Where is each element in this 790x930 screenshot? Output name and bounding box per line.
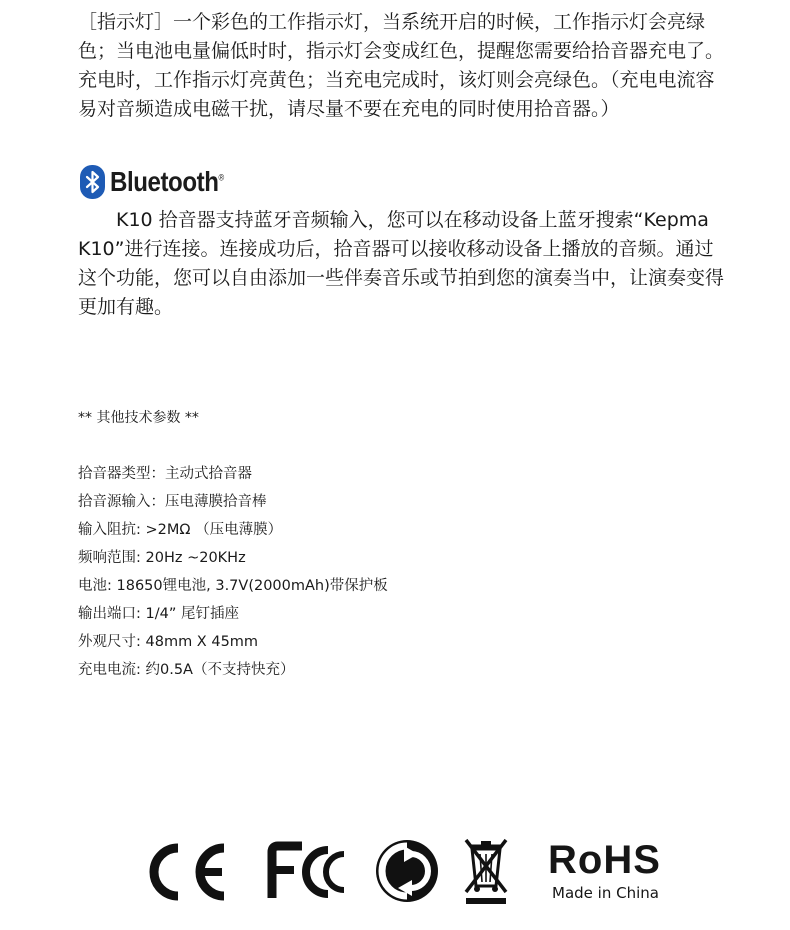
fcc-mark-icon	[266, 840, 354, 904]
green-dot-recycling-icon	[374, 836, 440, 906]
spec-item: 频响范围: 20Hz ~20KHz	[78, 550, 246, 566]
bluetooth-wordmark: Bluetooth®	[110, 166, 224, 197]
specs-list	[78, 462, 388, 686]
spec-item: 充电电流: 约0.5A（不支持快充）	[78, 662, 295, 678]
rohs-mark: RoHS	[548, 838, 661, 882]
certification-marks	[140, 832, 680, 912]
specs-title: ** 其他技术参数 **	[78, 410, 199, 426]
bluetooth-paragraph: K10 拾音器支持蓝牙音频输入，您可以在移动设备上蓝牙搜索“Kepma K10”进行连接。连接成功后，拾音器可以接收移动设备上播放的音频。通过这个功能，您可以自由添加一些伴奏音乐或节拍到您的演奏当中，让演奏变得更加有趣。	[78, 209, 725, 318]
spec-item: 外观尺寸: 48mm X 45mm	[78, 634, 259, 650]
spec-item: 拾音器类型：主动式拾音器	[78, 466, 252, 482]
bluetooth-logo	[80, 163, 242, 201]
bluetooth-rune-icon	[80, 165, 105, 199]
spec-item: 拾音源输入：压电薄膜拾音棒	[78, 494, 267, 510]
made-in-china-label: Made in China	[552, 884, 659, 902]
crossed-bin-weee-icon	[462, 836, 510, 906]
indicator-paragraph: ［指示灯］一个彩色的工作指示灯，当系统开启的时候，工作指示灯会亮绿色；当电池电量偏低时时，指示灯会变成红色，提醒您需要给拾音器充电了。充电时，工作指示灯亮黄色；当充电完成时，该灯则会亮绿色。（充电电流容易对音频造成电磁干扰，请尽量不要在充电的同时使用拾音器。）	[78, 11, 725, 120]
spec-item: 输入阻抗: >2MΩ （压电薄膜）	[78, 522, 283, 538]
ce-mark-icon	[140, 840, 230, 904]
spec-item: 电池: 18650锂电池, 3.7V(2000mAh)带保护板	[78, 578, 388, 594]
spec-item: 输出端口: 1/4” 尾钉插座	[78, 606, 239, 622]
